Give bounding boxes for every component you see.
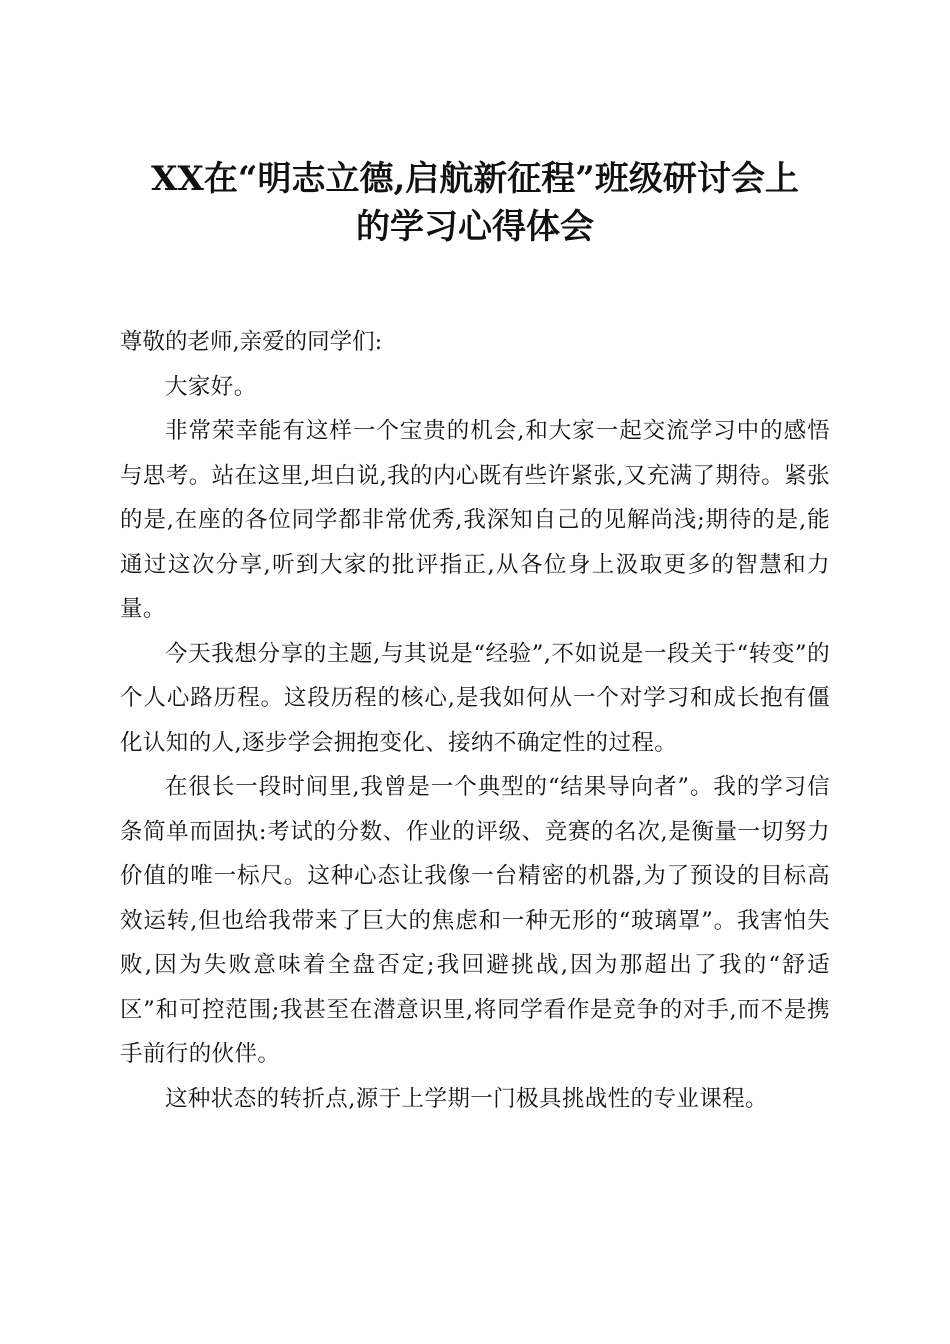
document-body [120, 320, 830, 1121]
title-line-2: 的学习心得体会 [356, 207, 594, 247]
document-title [100, 155, 850, 251]
paragraph-turning-point: 这种状态的转折点,源于上学期一门极具挑战性的专业课程。 [165, 1085, 768, 1112]
title-line-1: XX在“明志立德,启航新征程”班级研讨会上 [151, 159, 799, 199]
paragraph-greeting: 大家好。 [165, 373, 257, 400]
salutation: 尊敬的老师,亲爱的同学们: [120, 329, 383, 355]
paragraph-opening: 非常荣幸能有这样一个宝贵的机会,和大家一起交流学习中的感悟与思考。站在这里,坦白说,我的内心既有些许紧张,又充满了期待。紧张的是,在座的各位同学都非常优秀,我深知自己的见解尚浅;期待的是,能通过这次分享,听到大家的批评指正,从各位身上汲取更多的智慧和力量。 [120, 418, 830, 622]
paragraph-theme: 今天我想分享的主题,与其说是“经验”,不如说是一段关于“转变”的个人心路历程。这段历程的核心,是我如何从一个对学习和成长抱有僵化认知的人,逐步学会拥抱变化、接纳不确定性的过程。 [120, 640, 830, 756]
paragraph-past-self: 在很长一段时间里,我曾是一个典型的“结果导向者”。我的学习信条简单而固执:考试的分数、作业的评级、竞赛的名次,是衡量一切努力价值的唯一标尺。这种心态让我像一台精密的机器,为了预设的目标高效运转,但也给我带来了巨大的焦虑和一种无形的“玻璃罩”。我害怕失败,因为失败意味着全盘否定;我回避挑战,因为那超出了我的“舒适区”和可控范围;我甚至在潜意识里,将同学看作是竞争的对手,而不是携手前行的伙伴。 [120, 774, 830, 1067]
